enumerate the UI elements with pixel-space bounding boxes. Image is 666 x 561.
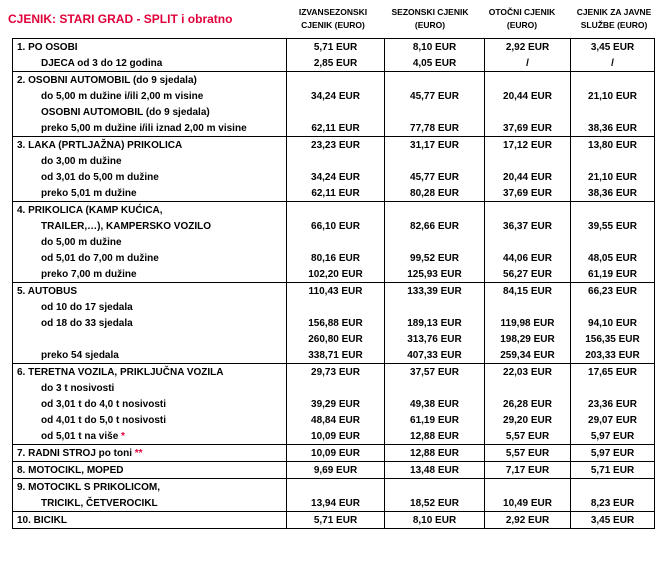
row-label: do 3,00 m dužine <box>13 153 287 169</box>
price-cell: 29,20 EUR <box>485 412 571 428</box>
row-label: 10. BICIKL <box>13 512 287 529</box>
table-row <box>13 185 655 202</box>
price-cell <box>571 104 655 120</box>
price-cell <box>287 299 385 315</box>
price-cell: 13,48 EUR <box>385 462 485 479</box>
table-row <box>13 331 655 347</box>
price-cell <box>485 234 571 250</box>
row-label: OSOBNI AUTOMOBIL (do 9 sjedala) <box>13 104 287 120</box>
price-cell <box>485 104 571 120</box>
price-cell: 61,19 EUR <box>571 266 655 283</box>
price-cell: 45,77 EUR <box>385 169 485 185</box>
price-cell: 34,24 EUR <box>287 169 385 185</box>
row-label: preko 5,00 m dužine i/ili iznad 2,00 m visine <box>13 120 287 137</box>
table-row <box>13 428 655 445</box>
page-title: CJENIK: STARI GRAD - SPLIT i obratno <box>8 12 233 26</box>
price-cell: 56,27 EUR <box>485 266 571 283</box>
price-cell: 338,71 EUR <box>287 347 385 364</box>
footnote-marker: * <box>118 430 125 442</box>
table-row <box>13 380 655 396</box>
price-cell <box>571 202 655 219</box>
row-label: od 10 do 17 sjedala <box>13 299 287 315</box>
price-cell <box>385 72 485 89</box>
price-cell: 110,43 EUR <box>287 283 385 300</box>
price-cell: 119,98 EUR <box>485 315 571 331</box>
price-cell <box>571 479 655 496</box>
row-label: od 4,01 t do 5,0 t nosivosti <box>13 412 287 428</box>
price-cell: 38,36 EUR <box>571 120 655 137</box>
table-row <box>13 104 655 120</box>
price-cell: 5,57 EUR <box>485 428 571 445</box>
table-row <box>13 234 655 250</box>
price-cell <box>485 72 571 89</box>
price-cell: 21,10 EUR <box>571 88 655 104</box>
table-row <box>13 250 655 266</box>
price-cell: 77,78 EUR <box>385 120 485 137</box>
price-cell <box>571 72 655 89</box>
price-cell: 198,29 EUR <box>485 331 571 347</box>
price-cell: 62,11 EUR <box>287 185 385 202</box>
price-cell <box>385 104 485 120</box>
price-cell <box>485 299 571 315</box>
price-cell <box>385 234 485 250</box>
column-header-island: OTOČNI CJENIK (EURO) <box>488 7 556 30</box>
row-label: od 5,01 do 7,00 m dužine <box>13 250 287 266</box>
row-label: 3. LAKA (PRTLJAŽNA) PRIKOLICA <box>13 137 287 154</box>
price-cell: 23,23 EUR <box>287 137 385 154</box>
price-cell: 62,11 EUR <box>287 120 385 137</box>
price-cell: 82,66 EUR <box>385 218 485 234</box>
price-cell: 66,10 EUR <box>287 218 385 234</box>
price-cell: 34,24 EUR <box>287 88 385 104</box>
price-cell: 102,20 EUR <box>287 266 385 283</box>
row-label: 8. MOTOCIKL, MOPED <box>13 462 287 479</box>
price-cell: 13,94 EUR <box>287 495 385 512</box>
price-cell: 10,09 EUR <box>287 428 385 445</box>
table-row <box>13 479 655 496</box>
price-cell: 3,45 EUR <box>571 39 655 56</box>
price-cell: 99,52 EUR <box>385 250 485 266</box>
table-row <box>13 55 655 72</box>
price-cell <box>385 153 485 169</box>
price-cell: 22,03 EUR <box>485 364 571 381</box>
price-cell: 13,80 EUR <box>571 137 655 154</box>
price-cell: 7,17 EUR <box>485 462 571 479</box>
price-cell: 45,77 EUR <box>385 88 485 104</box>
price-cell: 80,16 EUR <box>287 250 385 266</box>
price-cell: 9,69 EUR <box>287 462 385 479</box>
price-cell: 12,88 EUR <box>385 445 485 462</box>
price-cell: 17,12 EUR <box>485 137 571 154</box>
row-label: 7. RADNI STROJ po toni ** <box>13 445 287 462</box>
price-cell <box>485 202 571 219</box>
price-cell <box>287 202 385 219</box>
price-cell: 156,88 EUR <box>287 315 385 331</box>
price-cell <box>485 479 571 496</box>
price-cell: 17,65 EUR <box>571 364 655 381</box>
price-table <box>12 38 655 529</box>
row-label: od 18 do 33 sjedala <box>13 315 287 331</box>
price-cell <box>485 153 571 169</box>
price-cell: 2,92 EUR <box>485 512 571 529</box>
price-cell: 39,55 EUR <box>571 218 655 234</box>
price-cell: 48,84 EUR <box>287 412 385 428</box>
price-cell: 38,36 EUR <box>571 185 655 202</box>
table-row <box>13 396 655 412</box>
row-label: 1. PO OSOBI <box>13 39 287 56</box>
price-cell: 8,10 EUR <box>385 39 485 56</box>
price-cell: 5,57 EUR <box>485 445 571 462</box>
price-cell: 36,37 EUR <box>485 218 571 234</box>
price-cell: 44,06 EUR <box>485 250 571 266</box>
price-cell <box>571 234 655 250</box>
price-cell: 84,15 EUR <box>485 283 571 300</box>
price-cell: 48,05 EUR <box>571 250 655 266</box>
price-cell: 8,10 EUR <box>385 512 485 529</box>
price-cell: 18,52 EUR <box>385 495 485 512</box>
table-row <box>13 120 655 137</box>
price-cell: 5,71 EUR <box>287 512 385 529</box>
price-cell: 10,09 EUR <box>287 445 385 462</box>
price-cell <box>571 299 655 315</box>
price-cell <box>385 299 485 315</box>
price-cell: 5,97 EUR <box>571 445 655 462</box>
row-label: od 5,01 t na više * <box>13 428 287 445</box>
price-cell <box>485 380 571 396</box>
row-label: 2. OSOBNI AUTOMOBIL (do 9 sjedala) <box>13 72 287 89</box>
column-header-off-season: IZVANSEZONSKI CJENIK (EURO) <box>298 7 368 30</box>
price-cell: 156,35 EUR <box>571 331 655 347</box>
row-label <box>13 331 287 347</box>
table-row <box>13 462 655 479</box>
price-cell: 3,45 EUR <box>571 512 655 529</box>
price-cell <box>287 234 385 250</box>
price-cell <box>287 104 385 120</box>
price-cell: 8,23 EUR <box>571 495 655 512</box>
price-cell <box>571 153 655 169</box>
row-label: preko 54 sjedala <box>13 347 287 364</box>
row-label: preko 7,00 m dužine <box>13 266 287 283</box>
table-row <box>13 137 655 154</box>
price-cell: 29,07 EUR <box>571 412 655 428</box>
price-cell: 2,92 EUR <box>485 39 571 56</box>
price-cell: 20,44 EUR <box>485 169 571 185</box>
table-row <box>13 218 655 234</box>
row-label: od 3,01 do 5,00 m dužine <box>13 169 287 185</box>
price-cell <box>571 380 655 396</box>
table-row <box>13 315 655 331</box>
price-cell: 26,28 EUR <box>485 396 571 412</box>
price-cell: / <box>571 55 655 72</box>
table-row <box>13 266 655 283</box>
table-row <box>13 153 655 169</box>
row-label: do 3 t nosivosti <box>13 380 287 396</box>
price-cell <box>287 153 385 169</box>
price-cell: 94,10 EUR <box>571 315 655 331</box>
price-cell: 313,76 EUR <box>385 331 485 347</box>
column-header-public: CJENIK ZA JAVNE SLUŽBE (EURO) <box>576 7 652 30</box>
price-cell: 203,33 EUR <box>571 347 655 364</box>
table-row <box>13 72 655 89</box>
price-cell: 31,17 EUR <box>385 137 485 154</box>
row-label: 9. MOTOCIKL S PRIKOLICOM, <box>13 479 287 496</box>
row-label: 6. TERETNA VOZILA, PRIKLJUČNA VOZILA <box>13 364 287 381</box>
footnote-marker: ** <box>132 447 143 459</box>
price-cell: 20,44 EUR <box>485 88 571 104</box>
row-label: TRAILER,…), KAMPERSKO VOZILO <box>13 218 287 234</box>
price-cell: 189,13 EUR <box>385 315 485 331</box>
table-row <box>13 299 655 315</box>
row-label: do 5,00 m dužine i/ili 2,00 m visine <box>13 88 287 104</box>
price-cell: 37,69 EUR <box>485 120 571 137</box>
price-cell <box>385 380 485 396</box>
price-cell <box>385 202 485 219</box>
table-row <box>13 88 655 104</box>
price-cell: 37,57 EUR <box>385 364 485 381</box>
price-cell <box>385 479 485 496</box>
price-cell <box>287 72 385 89</box>
table-row <box>13 347 655 364</box>
price-cell <box>287 380 385 396</box>
price-cell: 125,93 EUR <box>385 266 485 283</box>
price-cell: 12,88 EUR <box>385 428 485 445</box>
price-cell: 407,33 EUR <box>385 347 485 364</box>
row-label: TRICIKL, ČETVEROCIKL <box>13 495 287 512</box>
row-label: 5. AUTOBUS <box>13 283 287 300</box>
price-cell <box>287 479 385 496</box>
price-cell: 133,39 EUR <box>385 283 485 300</box>
price-cell: 29,73 EUR <box>287 364 385 381</box>
table-row <box>13 169 655 185</box>
row-label: DJECA od 3 do 12 godina <box>13 55 287 72</box>
table-row <box>13 512 655 529</box>
price-cell: 61,19 EUR <box>385 412 485 428</box>
table-row <box>13 39 655 56</box>
price-cell: 5,71 EUR <box>287 39 385 56</box>
row-label: 4. PRIKOLICA (KAMP KUĆICA, <box>13 202 287 219</box>
price-cell: 66,23 EUR <box>571 283 655 300</box>
row-label: od 3,01 t do 4,0 t nosivosti <box>13 396 287 412</box>
price-cell: 23,36 EUR <box>571 396 655 412</box>
price-cell: 10,49 EUR <box>485 495 571 512</box>
price-cell: 21,10 EUR <box>571 169 655 185</box>
table-row <box>13 445 655 462</box>
row-label: do 5,00 m dužine <box>13 234 287 250</box>
price-cell: 49,38 EUR <box>385 396 485 412</box>
table-row <box>13 412 655 428</box>
price-cell: 37,69 EUR <box>485 185 571 202</box>
price-cell: 5,71 EUR <box>571 462 655 479</box>
price-cell: / <box>485 55 571 72</box>
row-label: preko 5,01 m dužine <box>13 185 287 202</box>
price-cell: 4,05 EUR <box>385 55 485 72</box>
table-row <box>13 283 655 300</box>
price-cell: 5,97 EUR <box>571 428 655 445</box>
price-cell: 39,29 EUR <box>287 396 385 412</box>
table-row <box>13 364 655 381</box>
price-cell: 80,28 EUR <box>385 185 485 202</box>
price-cell: 2,85 EUR <box>287 55 385 72</box>
price-cell: 259,34 EUR <box>485 347 571 364</box>
table-row <box>13 202 655 219</box>
price-cell: 260,80 EUR <box>287 331 385 347</box>
column-header-season: SEZONSKI CJENIK (EURO) <box>391 7 469 30</box>
table-row <box>13 495 655 512</box>
